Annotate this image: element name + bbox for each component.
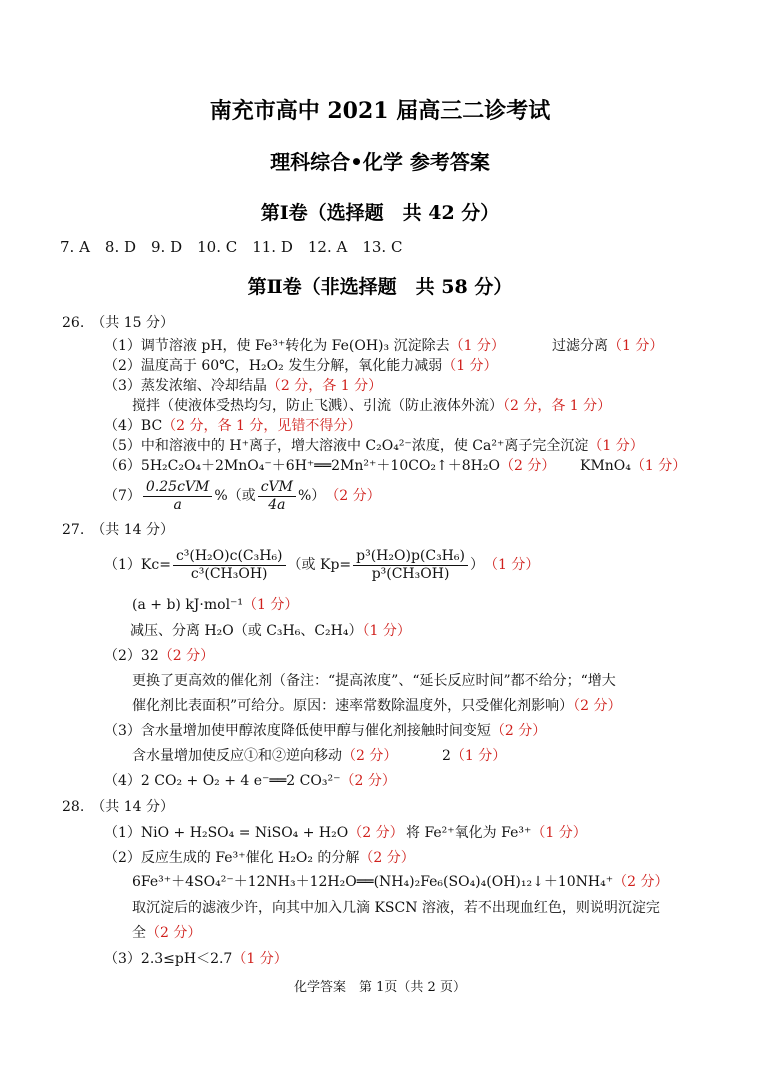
q27-1-end: ） (469, 557, 484, 573)
q27-1c-text: 减压、分离 H₂O（或 C₃H₆、C₂H₄） (130, 623, 363, 639)
q28-1-score: （2 分） (348, 825, 404, 841)
q26-line-2 (104, 357, 498, 375)
exam-title: 南充市高中 2021 届高三二诊考试 (209, 98, 551, 124)
q27-line-4 (104, 772, 396, 790)
q28-line-2d (132, 924, 201, 942)
q26-line-5 (104, 437, 644, 455)
q27-2c-score: （2 分） (573, 698, 622, 714)
q26-3-text: （3）蒸发浓缩、冷却结晶 (104, 378, 267, 394)
q26-heading: 26. （共 15 分） (62, 315, 174, 331)
q27-1-middle: （或 Kp= (287, 557, 352, 573)
q26-1-text: （1）调节溶液 pH，使 Fe³⁺转化为 Fe(OH)₃ 沉淀除去 (104, 338, 450, 354)
q28-2b-score: （2 分） (613, 874, 669, 890)
q28-1-text: （1）NiO + H₂SO₄ = NiSO₄ + H₂O (104, 825, 349, 841)
q27-line-2c (132, 697, 622, 715)
q28-heading: 28. （共 14 分） (62, 799, 174, 815)
q27-2-text: （2）32 (104, 648, 159, 664)
q26-2-score: （1 分） (442, 358, 498, 374)
q27-heading: 27. （共 14 分） (62, 522, 174, 538)
q26-4-text: （4）BC (104, 418, 163, 434)
q26-line-3b (132, 397, 611, 415)
q27-line-3c (442, 747, 506, 765)
q28-2-text: （2）反应生成的 Fe³⁺催化 H₂O₂ 的分解 (104, 850, 360, 866)
q28-line-3 (104, 950, 288, 968)
q27-1b-score: （1 分） (243, 597, 299, 613)
q28-3-text: （3）2.3≤pH＜2.7 (104, 951, 233, 967)
q28-line-2 (104, 849, 415, 867)
q26-line-4 (104, 417, 361, 435)
q27-2c-text: 催化剂比表面积”可给分。原因：速率常数除温度外，只受催化剂影响） (132, 698, 574, 714)
q27-3c-score: （1 分） (450, 748, 507, 764)
q26-line-1b (552, 337, 663, 355)
q26-7-fraction-1 (143, 479, 212, 514)
page-footer: 化学答案 第 1页（共 2 页） (294, 980, 466, 995)
q26-line-3 (104, 377, 382, 395)
q26-5-text: （5）中和溶液中的 H⁺离子，增大溶液中 C₂O₄²⁻浓度，使 Ca²⁺离子完全沉淀 (104, 438, 589, 454)
q26-6b-score: （1 分） (630, 458, 687, 474)
q27-line-2b: 更换了更高效的催化剂（备注：“提高浓度”、“延长反应时间”都不给分；“增大 (132, 673, 616, 689)
q26-3b-text: 搅拌（使液体受热均匀，防止飞溅）、引流（防止液体外流） (132, 398, 503, 414)
q28-1b-text: 将 Fe²⁺氧化为 Fe³⁺ (406, 825, 532, 841)
q27-3-text: （3）含水量增加使甲醇浓度降低使甲醇与催化剂接触时间变短 (104, 723, 491, 739)
q26-1-score: （1 分） (449, 338, 505, 354)
q28-2d-text: 全 (132, 925, 146, 941)
q28-line-2b (132, 873, 668, 891)
q27-1-kp-numerator: p³(H₂O)p(C₃H₆) (353, 548, 468, 566)
q27-1-prefix: （1）Kc= (104, 557, 171, 573)
q28-line-1b (406, 824, 587, 842)
q28-2-score: （2 分） (359, 850, 415, 866)
part2-heading: 第Ⅱ卷（非选择题 共 58 分） (247, 276, 513, 298)
q26-7-middle: %（或 (214, 488, 256, 504)
q27-line-3b (132, 747, 397, 765)
q26-7-score: （2 分） (325, 488, 381, 504)
q27-4-score: （2 分） (340, 773, 396, 789)
q26-7-fraction-2 (258, 479, 296, 514)
q27-1-fraction-kp (353, 548, 468, 583)
q26-2-text: （2）温度高于 60℃，H₂O₂ 发生分解，氧化能力减弱 (104, 358, 443, 374)
q27-4-text: （4）2 CO₂ + O₂ + 4 e⁻══2 CO₃²⁻ (104, 773, 341, 789)
exam-subtitle: 理科综合•化学 参考答案 (270, 150, 490, 174)
q27-1-score: （1 分） (483, 557, 540, 573)
q27-1-kp-denominator: p³(CH₃OH) (371, 565, 450, 582)
q27-3c-text: 2 (442, 748, 451, 764)
q27-line-2 (104, 647, 214, 665)
q28-3-score: （1 分） (232, 951, 288, 967)
q27-line-1 (104, 546, 539, 584)
q26-6-score: （2 分） (499, 458, 556, 474)
q27-1-kc-denominator: c³(CH₃OH) (190, 565, 268, 582)
q27-line-1b (132, 596, 298, 614)
q26-7-denominator-1: a (173, 496, 182, 513)
q26-line-6 (104, 457, 555, 475)
q26-line-6b (580, 457, 686, 475)
q28-line-1 (104, 824, 404, 842)
q27-1c-score: （1 分） (362, 623, 411, 639)
q27-line-1c (130, 622, 411, 640)
q27-2-score: （2 分） (158, 648, 215, 664)
q27-1-kc-numerator: c³(H₂O)c(C₃H₆) (173, 548, 286, 566)
q26-7-end: %） (298, 488, 326, 504)
q27-3b-score: （2 分） (342, 748, 398, 764)
choice-answers: 7. A 8. D 9. D 10. C 11. D 12. A 13. C (60, 238, 403, 256)
q28-1b-score: （1 分） (531, 825, 587, 841)
q28-line-2c: 取沉淀后的滤液少许，向其中加入几滴 KSCN 溶液，若不出现血红色，则说明沉淀完 (132, 900, 660, 916)
q26-7-denominator-2: 4a (268, 496, 286, 513)
q26-7-numerator-2: cVM (258, 479, 296, 497)
q26-3b-score: （2 分，各 1 分） (503, 398, 612, 414)
q27-line-3 (104, 722, 546, 740)
q26-line-7 (104, 478, 381, 514)
q27-3-score: （2 分） (490, 723, 547, 739)
q26-1b-text: 过滤分离 (552, 338, 608, 354)
q28-2d-score: （2 分） (146, 925, 202, 941)
q26-5-score: （1 分） (588, 438, 644, 454)
q26-6-text: （6）5H₂C₂O₄＋2MnO₄⁻＋6H⁺══2Mn²⁺＋10CO₂↑＋8H₂O (104, 458, 500, 474)
q26-7-prefix: （7） (104, 488, 141, 504)
part1-heading: 第Ⅰ卷（选择题 共 42 分） (260, 202, 500, 224)
q26-4-score: （2 分，各 1 分，见错不得分） (162, 418, 362, 434)
q27-1-fraction-kc (173, 548, 286, 583)
q26-1b-score: （1 分） (608, 338, 664, 354)
q27-3b-text: 含水量增加使反应①和②逆向移动 (132, 748, 342, 764)
q26-line-1 (104, 337, 505, 355)
q26-3-score: （2 分，各 1 分） (266, 378, 383, 394)
q28-2b-text: 6Fe³⁺＋4SO₄²⁻＋12NH₃＋12H₂O══(NH₄)₂Fe₆(SO₄)₄(OH)₁₂↓＋10NH₄⁺ (132, 874, 614, 890)
q26-6b-text: KMnO₄ (580, 458, 631, 474)
q27-1b-text: (a + b) kJ·mol⁻¹ (132, 597, 244, 613)
q26-7-numerator-1: 0.25cVM (143, 479, 212, 497)
